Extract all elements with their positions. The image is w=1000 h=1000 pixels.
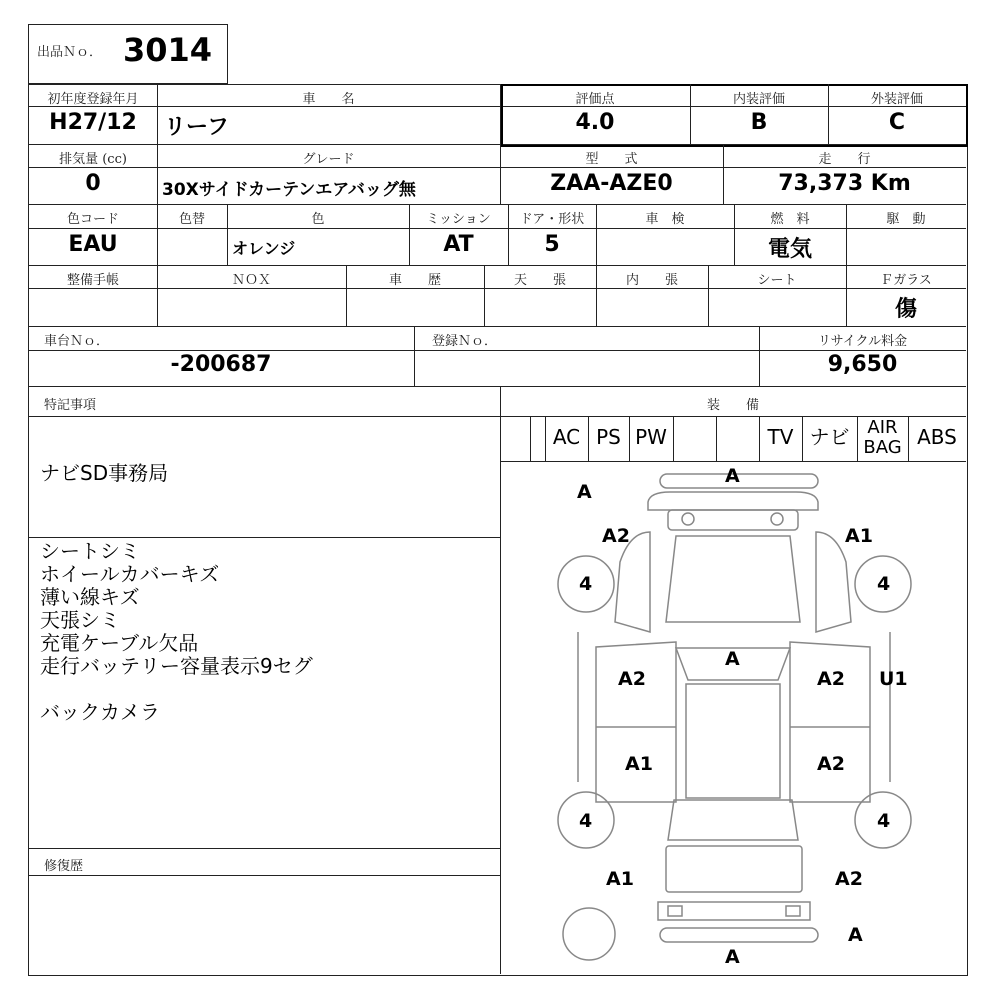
nox-label: ＮＯＸ: [231, 273, 271, 288]
equipment-label: 装 備: [706, 398, 759, 413]
lot-label: 出品Ｎｏ．: [37, 45, 103, 60]
damage-front-left-corner: A: [577, 481, 592, 503]
fuel-label: 燃 料: [770, 212, 810, 227]
damage-quarter-left: A1: [606, 868, 634, 890]
damage-front-bumper: A: [725, 465, 740, 487]
mileage-value: 73,373 Km: [778, 171, 911, 196]
front-glass-label: Ｆガラス: [880, 273, 932, 288]
damage-tire-fr: 4: [877, 573, 891, 595]
car-name-label: 車 名: [302, 92, 355, 107]
color-value: オレンジ: [232, 239, 296, 258]
grade-value: 30Xサイドカーテンエアバッグ無: [162, 180, 416, 200]
inspection-label: 車 検: [645, 212, 685, 227]
registration-label: 登録Ｎｏ．: [432, 334, 498, 349]
equip-abs: ABS: [917, 425, 957, 449]
color-code-label: 色コード: [66, 212, 119, 227]
notes-label: 特記事項: [44, 398, 97, 413]
note-line: 走行バッテリー容量表示9セグ: [40, 654, 313, 678]
history-label: 車 歴: [388, 273, 441, 288]
score-value: 4.0: [575, 110, 615, 135]
equipment-grid: [500, 416, 966, 461]
note-line: ホイールカバーキズ: [40, 562, 220, 586]
model-label: 型 式: [585, 152, 638, 167]
seat-label: シート: [757, 273, 797, 288]
mission-value: AT: [443, 232, 474, 257]
fuel-value: 電気: [767, 237, 812, 262]
side-right-shape: [790, 642, 870, 802]
damage-door-rr: A2: [817, 753, 845, 775]
exterior-grade-value: C: [888, 110, 906, 135]
equip-pw: PW: [635, 425, 667, 449]
chassis-label: 車台Ｎｏ．: [44, 334, 110, 349]
rear-panel-shape: [658, 902, 810, 920]
repair-history-label: 修復歴: [44, 859, 84, 874]
damage-fender-right: A1: [845, 525, 873, 547]
note-line: 薄い線キズ: [40, 585, 140, 609]
recycle-value: 9,650: [827, 352, 898, 377]
damage-fender-left: A2: [602, 525, 630, 547]
score-label: 評価点: [575, 92, 615, 107]
damage-quarter-right: A2: [835, 868, 863, 890]
drive-label: 駆 動: [886, 212, 926, 227]
damage-side-right: U1: [879, 668, 908, 690]
note-line: バックカメラ: [40, 700, 160, 724]
reg-date-value: H27/12: [49, 110, 137, 135]
side-left-shape: [596, 642, 676, 802]
color-label: 色: [311, 212, 325, 227]
trunk-shape: [666, 846, 802, 892]
front-grille-shape: [648, 492, 818, 510]
roof-trim-label: 天 張: [513, 273, 566, 288]
rear-bumper-shape: [660, 928, 818, 942]
car-name-value: リーフ: [164, 115, 229, 140]
model-value: ZAA-AZE0: [550, 171, 673, 196]
color-code-value: EAU: [68, 232, 118, 257]
damage-door-fr: A2: [817, 668, 845, 690]
displacement-value: 0: [85, 171, 101, 196]
damage-tire-fl: 4: [579, 573, 593, 595]
rear-window-shape: [668, 800, 798, 840]
equip-ac: AC: [552, 425, 581, 449]
note-line: 天張シミ: [40, 608, 120, 632]
equip-airbag: AIR BAG: [863, 417, 902, 458]
equip-navi: ナビ: [809, 425, 850, 449]
mileage-label: 走 行: [818, 152, 871, 167]
recycle-label: リサイクル料金: [817, 334, 908, 349]
damage-tire-rl: 4: [579, 810, 593, 832]
interior-grade-value: B: [750, 110, 768, 135]
interior-grade-label: 内装評価: [732, 92, 785, 107]
exterior-grade-label: 外装評価: [870, 92, 923, 107]
note-line: 充電ケーブル欠品: [40, 631, 199, 655]
note-line: シートシミ: [40, 539, 140, 563]
reg-date-label: 初年度登録年月: [47, 92, 139, 107]
fender-left-shape: [615, 532, 650, 632]
maintenance-label: 整備手帳: [66, 273, 119, 288]
notes-list: [40, 540, 313, 724]
car-damage-diagram: [500, 462, 966, 974]
door-label: ドア・形状: [519, 212, 585, 227]
spare-tire-shape: [563, 908, 615, 960]
notes-top: ナビSD事務局: [40, 461, 169, 485]
fender-right-shape: [816, 532, 851, 632]
chassis-value: -200687: [170, 352, 272, 377]
roof-shape: [686, 684, 780, 798]
interior-trim-label: 内 張: [625, 273, 678, 288]
damage-rear-right: A: [848, 924, 863, 946]
mission-label: ミッション: [426, 212, 491, 227]
repaint-label: 色替: [178, 212, 205, 227]
equip-tv: TV: [767, 425, 794, 449]
hood-shape: [666, 536, 800, 622]
door-value: 5: [544, 232, 560, 257]
damage-door-rl: A1: [625, 753, 653, 775]
front-glass-value: 傷: [894, 297, 917, 322]
equip-ps: PS: [596, 425, 621, 449]
damage-roof: A: [725, 648, 740, 670]
displacement-label: 排気量 (cc): [59, 152, 127, 167]
damage-tire-rr: 4: [877, 810, 891, 832]
damage-rear-bumper: A: [725, 946, 740, 968]
lot-number: 3014: [123, 31, 213, 69]
damage-door-fl: A2: [618, 668, 646, 690]
grade-label: グレード: [302, 152, 355, 167]
lot-box: [28, 24, 228, 84]
note-line: [40, 678, 313, 701]
